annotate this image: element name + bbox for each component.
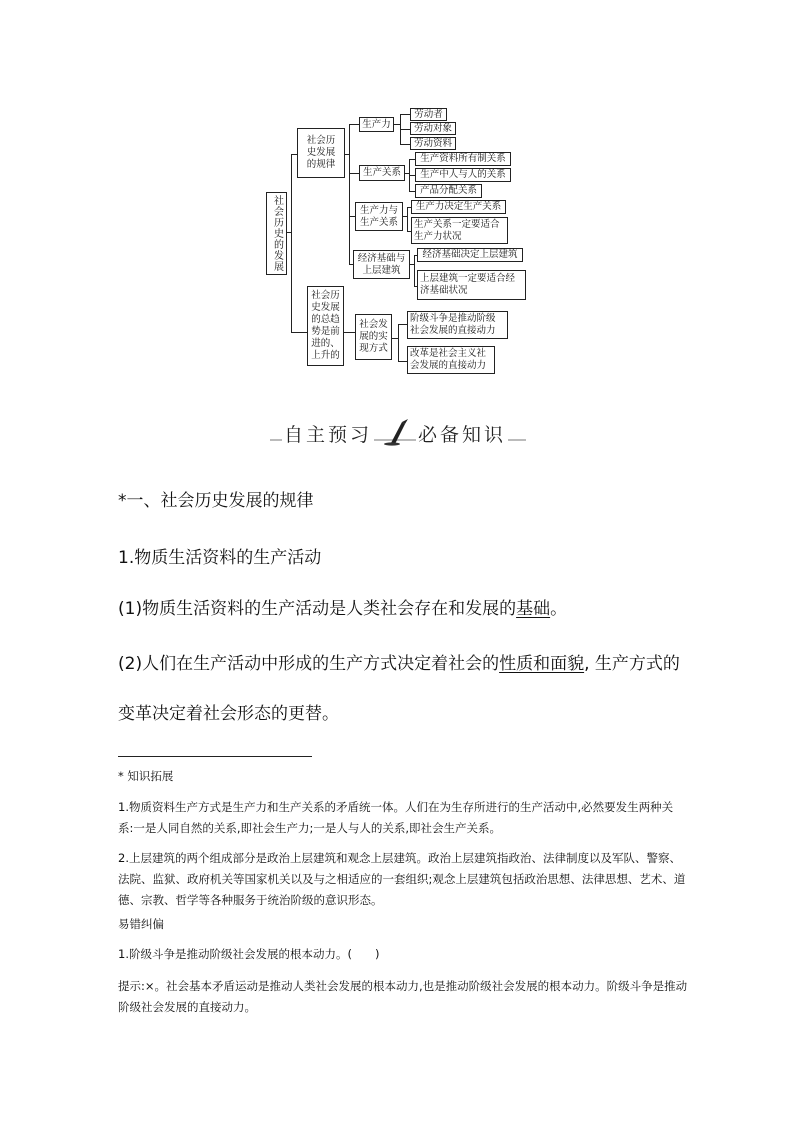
section-banner (270, 418, 526, 448)
mistake-hint-1: 提示:×。社会基本矛盾运动是推动人类社会发展的根本动力,也是推动阶级社会发展的根本动力。阶级斗争是推动阶级社会发展的直接动力。 (118, 979, 688, 1014)
leaf-way-items-0: 阶级斗争是推动阶级 社会发展的直接动力 (407, 311, 508, 339)
quill-pen-icon (382, 418, 410, 446)
knowledge-mind-map (0, 0, 794, 390)
item2-underlined-answer: 性质和面貌 (499, 654, 585, 674)
banner-left-text: 自主预习 (282, 420, 374, 447)
leaf-eb-items-1: 上层建筑一定要适合经 济基础状况 (417, 270, 526, 300)
node-relations: 生产关系 (359, 165, 405, 181)
branch-node-trend: 社会历 史发展 的总趋 势是前 进的、 上升的 (307, 286, 344, 366)
paragraph-item-1 (118, 584, 688, 634)
root-node: 社会历史的发展 (266, 192, 287, 275)
leaf-eb-items-0: 经济基础决定上层建筑 (417, 248, 523, 262)
mistake-question-1: 1.阶级斗争是推动阶级社会发展的根本动力。( ) (118, 947, 380, 961)
leaf-pr-items-1: 生产关系一定要适合 生产力状况 (411, 217, 508, 244)
leaf-relation-items-2: 产品分配关系 (415, 184, 482, 198)
item1-underlined-answer: 基础 (516, 599, 551, 619)
footnote-title: * 知识拓展 (118, 769, 174, 783)
footnote-note-1: 1.物质资料生产方式是生产力和生产关系的矛盾统一体。人们在为生存所进行的生产活动中,必然要发生两种关系:一是人同自然的关系,即社会生产力;一是人与人的关系,即社会生产关系。 (118, 800, 674, 835)
footnote-note-2: 2.上层建筑的两个组成部分是政治上层建筑和观念上层建筑。政治上层建筑指政治、法律制度以及军队、警察、法院、监狱、政府机关等国家机关以及与之相适应的一套组织;观念上层建筑包括政治思想、法律思想、艺术、道德、宗教、哲学等各种服务于统治阶级的意识形态。 (118, 851, 686, 907)
subsection-heading: 1.物质生活资料的生产活动 (118, 548, 322, 568)
leaf-labor-items-1: 劳动对象 (410, 122, 456, 135)
item1-text: (1)物质生活资料的生产活动是人类社会存在和发展的 (118, 599, 517, 619)
item2-text: (2)人们在生产活动中形成的生产方式决定着社会的 (118, 654, 500, 674)
section-heading: *一、社会历史发展的规律 (118, 491, 314, 511)
branch-node-laws: 社会历 史发展 的规律 (297, 128, 345, 178)
leaf-way-items-1: 改革是社会主义社 会发展的直接动力 (407, 346, 495, 374)
item2-tail: , 生产方式的变革决定着社会形态的更替。 (118, 654, 680, 724)
leaf-labor-items-2: 劳动资料 (410, 137, 456, 150)
leaf-labor-items-0: 劳动者 (410, 108, 447, 121)
item1-tail: 。 (550, 599, 568, 619)
mistakes-title: 易错纠偏 (118, 917, 164, 931)
leaf-relation-items-0: 生产资料所有制关系 (415, 152, 511, 166)
node-base-superstructure: 经济基础与 上层建筑 (353, 250, 410, 279)
node-productivity-relations: 生产力与 生产关系 (355, 202, 403, 231)
node-productivity: 生产力 (359, 117, 394, 132)
banner-right-text: 必备知识 (416, 420, 508, 447)
node-realization-way: 社会发 展的实 现方式 (355, 314, 392, 360)
footnote-divider (118, 756, 312, 757)
paragraph-item-2 (118, 639, 688, 739)
leaf-pr-items-0: 生产力决定生产关系 (411, 200, 506, 214)
leaf-relation-items-1: 生产中人与人的关系 (415, 168, 511, 182)
